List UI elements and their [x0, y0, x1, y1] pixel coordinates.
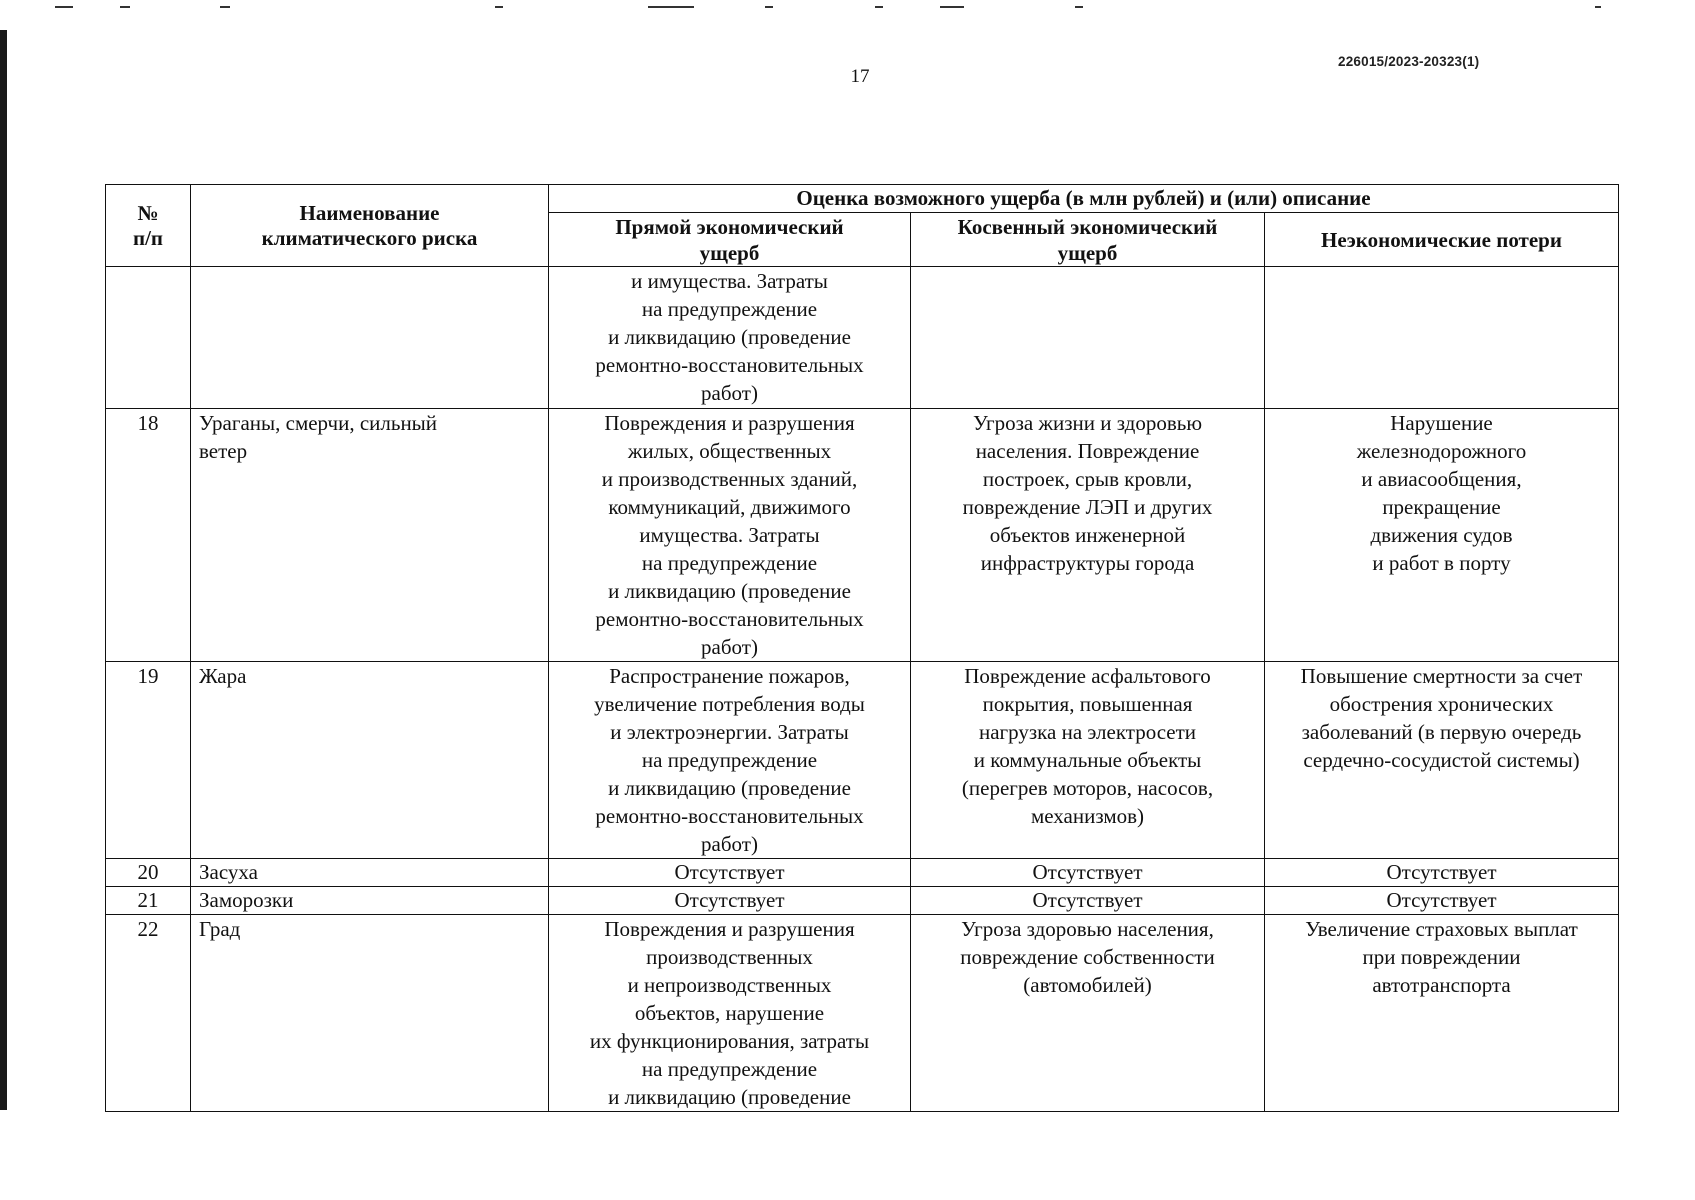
page-number: 17: [850, 66, 870, 87]
table-row: [106, 662, 1619, 859]
cell-risk-name: [191, 267, 549, 409]
scan-mark: [875, 6, 883, 8]
cell-number: 21: [106, 887, 191, 915]
header-number: № п/п: [106, 185, 191, 267]
cell-risk-name: Засуха: [191, 859, 549, 887]
cell-number: [106, 267, 191, 409]
cell-direct-damage: и имущества. Затраты на предупреждение и ликвидацию (проведение ремонтно-восстановительных работ): [549, 267, 911, 409]
scan-mark: [1075, 6, 1083, 8]
cell-risk-name: Ураганы, смерчи, сильный ветер: [191, 409, 549, 662]
header-risk-name: Наименование климатического риска: [191, 185, 549, 267]
scan-edge: [0, 30, 7, 1110]
table-row: [106, 859, 1619, 887]
table-row: [106, 887, 1619, 915]
cell-indirect-damage: Отсутствует: [911, 859, 1265, 887]
table-row: [106, 915, 1619, 1112]
cell-direct-damage: Повреждения и разрушения жилых, общественных и производственных зданий, коммуникаций, движимого имущества. Затраты на предупреждение и ликвидацию (проведение ремонтно-восстановительных работ): [549, 409, 911, 662]
header-damage-assessment: Оценка возможного ущерба (в млн рублей) и (или) описание: [549, 185, 1619, 213]
document-code: 226015/2023-20323(1): [1338, 54, 1480, 69]
cell-risk-name: Заморозки: [191, 887, 549, 915]
scan-mark: [120, 6, 130, 8]
scan-mark: [55, 6, 73, 8]
cell-indirect-damage: Угроза здоровью населения, повреждение собственности (автомобилей): [911, 915, 1265, 1112]
cell-noneconomic-losses: Увеличение страховых выплат при повреждении автотранспорта: [1265, 915, 1619, 1112]
scan-mark: [765, 6, 773, 8]
scan-mark: [220, 6, 230, 8]
cell-number: 18: [106, 409, 191, 662]
cell-indirect-damage: Отсутствует: [911, 887, 1265, 915]
cell-direct-damage: Отсутствует: [549, 859, 911, 887]
table-row: [106, 409, 1619, 662]
header-direct-damage: Прямой экономический ущерб: [549, 213, 911, 267]
cell-indirect-damage: Повреждение асфальтового покрытия, повышенная нагрузка на электросети и коммунальные объекты (перегрев моторов, насосов, механизмов): [911, 662, 1265, 859]
table-row: [106, 267, 1619, 409]
header-noneconomic-losses: Неэкономические потери: [1265, 213, 1619, 267]
cell-noneconomic-losses: Нарушение железнодорожного и авиасообщения, прекращение движения судов и работ в порту: [1265, 409, 1619, 662]
cell-noneconomic-losses: [1265, 267, 1619, 409]
header-indirect-damage: Косвенный экономический ущерб: [911, 213, 1265, 267]
cell-noneconomic-losses: Повышение смертности за счет обострения хронических заболеваний (в первую очередь сердечно-сосудистой системы): [1265, 662, 1619, 859]
cell-direct-damage: Отсутствует: [549, 887, 911, 915]
scan-mark: [940, 6, 964, 8]
cell-noneconomic-losses: Отсутствует: [1265, 859, 1619, 887]
cell-number: 22: [106, 915, 191, 1112]
cell-direct-damage: Распространение пожаров, увеличение потребления воды и электроэнергии. Затраты на предупреждение и ликвидацию (проведение ремонтно-восстановительных работ): [549, 662, 911, 859]
cell-indirect-damage: [911, 267, 1265, 409]
scan-mark: [1595, 6, 1601, 8]
cell-noneconomic-losses: Отсутствует: [1265, 887, 1619, 915]
cell-direct-damage: Повреждения и разрушения производственных и непроизводственных объектов, нарушение их функционирования, затраты на предупреждение и ликвидацию (проведение: [549, 915, 911, 1112]
cell-number: 19: [106, 662, 191, 859]
cell-risk-name: Жара: [191, 662, 549, 859]
cell-indirect-damage: Угроза жизни и здоровью населения. Повреждение построек, срыв кровли, повреждение ЛЭП и других объектов инженерной инфраструктуры города: [911, 409, 1265, 662]
climate-risk-table: [105, 184, 1619, 1112]
cell-risk-name: Град: [191, 915, 549, 1112]
scan-mark: [648, 6, 694, 8]
scan-mark: [495, 6, 503, 8]
cell-number: 20: [106, 859, 191, 887]
